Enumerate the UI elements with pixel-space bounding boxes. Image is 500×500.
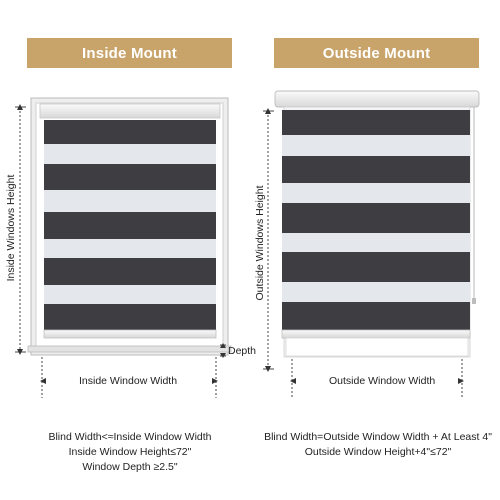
- outside-width-label: Outside Window Width: [329, 375, 436, 387]
- inside-note-depth: Window Depth ≥2.5": [82, 461, 178, 473]
- inside-width-label: Inside Window Width: [79, 375, 178, 387]
- depth-label: Depth: [228, 345, 257, 357]
- outside-note-width: Blind Width=Outside Window Width + At Least 4": [264, 431, 492, 443]
- inside-note-height: Inside Window Height≤72": [68, 446, 192, 458]
- outside-mount-notes: [256, 430, 500, 460]
- outside-cassette: [275, 91, 479, 107]
- inside-window: [28, 98, 231, 355]
- inside-mount-notes: [10, 430, 250, 475]
- outside-note-height: Outside Window Height+4"≤72": [304, 446, 452, 458]
- inside-bottom-rail: [44, 330, 216, 338]
- inside-mount-title: Inside Mount: [82, 44, 177, 62]
- inside-headrail: [40, 104, 220, 118]
- outside-height-label: Outside Windows Height: [254, 185, 266, 301]
- inside-height-label: Inside Windows Height: [5, 174, 17, 282]
- outside-mount-title: Outside Mount: [322, 44, 431, 62]
- inside-note-width: Blind Width<≈Inside Window Width: [48, 431, 212, 443]
- inside-blind-fabric: [44, 120, 216, 330]
- outside-blind-fabric: [282, 110, 470, 330]
- outside-window: [275, 91, 479, 357]
